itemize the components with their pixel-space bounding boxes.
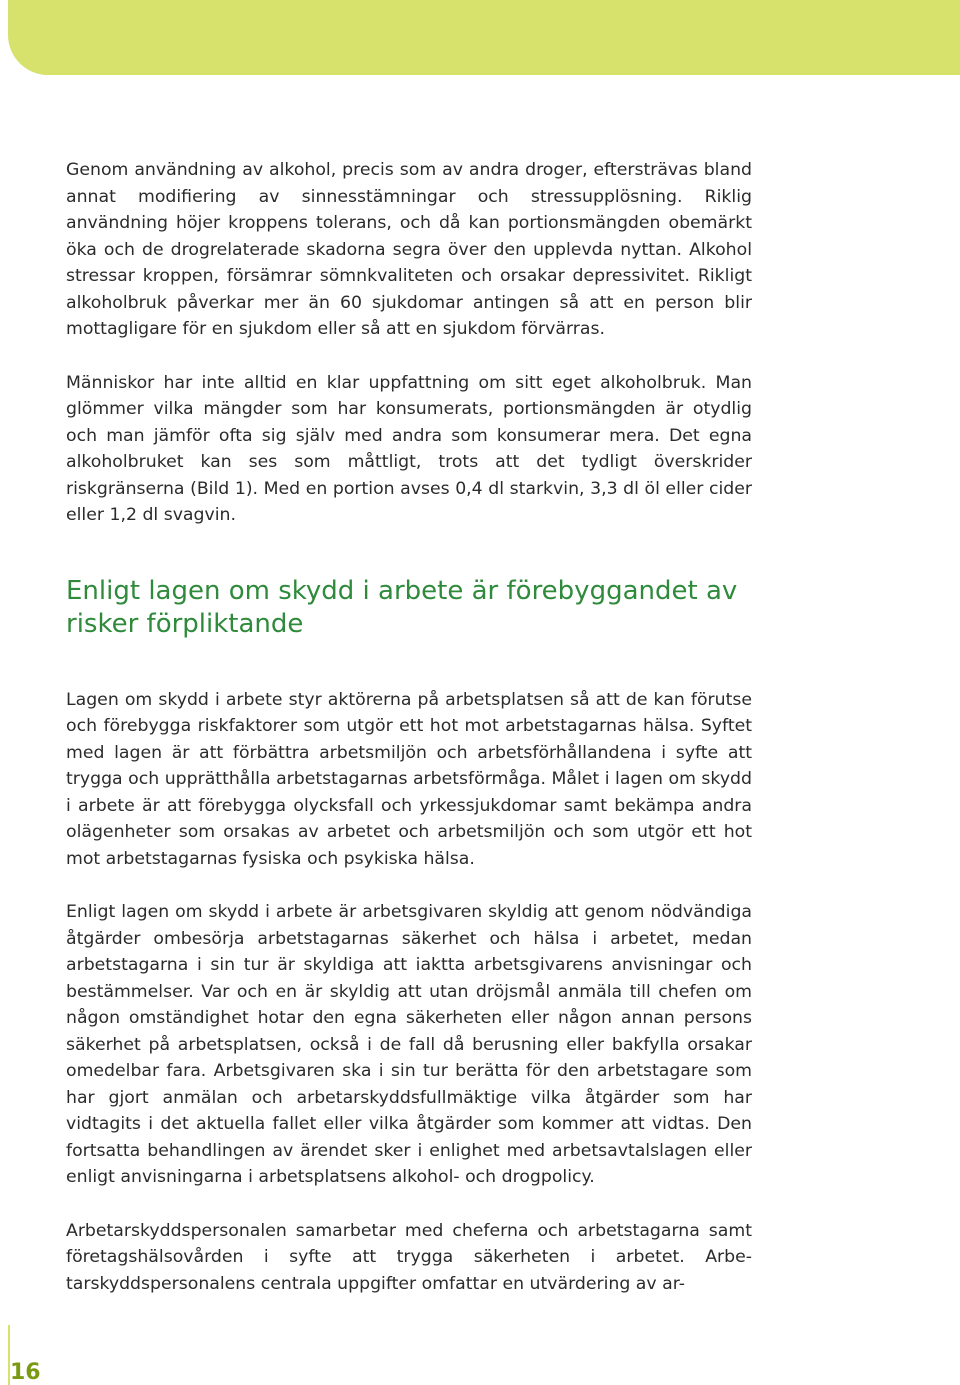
body-paragraph: Genom användning av alkohol, precis som av andra droger, eftersträvas bland annat modifiering av sinnesstämningar och stressupplösning. Riklig användning höjer kroppens tolerans, och då kan portionsmängden obemärkt öka och de drogrelaterade skadorna segra över den upplevda nyttan. Alkohol stressar kroppen, försämrar sömnkvaliteten och orsakar depressivitet. Rikligt alkoholbruk påverkar mer än 60 sjukdomar antingen så att en person blir mottagligare för en sjukdom eller så att en sjukdom förvärras. xyxy=(66,160,752,339)
page-body xyxy=(66,157,752,1297)
section-paragraph: Enligt lagen om skydd i arbete är arbetsgivaren skyldig att genom nödvändiga åtgärder ombesörja arbetstagarnas säkerhet och hälsa i arbetet, medan arbetstagarna i sin tur är skyldiga att iaktta arbetsgivarens anvisningar och bestämmelser. Var och en är skyldig att utan dröjsmål anmäla till chefen om någon omständighet hotar den egna säkerheten eller någon annan persons säkerhet på arbetsplatsen, också i de fall då berusning eller bakfylla orsakar omedelbar fara. Arbetsgivaren ska i sin tur berätta för den arbetstagare som har gjort anmälan och arbetarskyddsfullmäktige vilka åtgärder som har vidtagits i det aktuella fallet eller vilka åtgärder som kommer att vidtas. Den fortsatta behandlingen av ärendet sker i enlighet med arbetsavtalslagen eller enligt anvisningarna i arbetsplatsens alkohol- och drogpolicy. xyxy=(66,902,752,1187)
section-heading: Enligt lagen om skydd i arbete är förebyggandet av risker förpliktande xyxy=(66,575,738,639)
header-accent-band xyxy=(8,0,960,75)
section-paragraph: Lagen om skydd i arbete styr aktörerna på arbetsplatsen så att de kan förutse och förebygga riskfaktorer som utgör ett hot mot arbetstagarnas hälsa. Syftet med lagen är att förbättra arbetsmiljön och arbetsförhållandena i syfte att trygga och upprätthålla arbetstagarnas arbetsförmåga. Målet i lagen om skydd i arbete är att förebygga olycksfall och yrkessjukdomar samt bekämpa andra olägenheter som orsakas av arbetet och arbetsmiljön och som utgör ett hot mot arbetstagarnas fysiska och psykiska hälsa. xyxy=(66,689,752,869)
section-paragraph: Arbetarskyddspersonalen samarbetar med cheferna och arbetstagarna samt företagshälsovården i syfte att trygga säkerheten i arbetet. Arbetarskyddspersonalens centrala uppgifter omfattar en utvärdering av ar- xyxy=(66,1220,752,1294)
body-paragraph: Människor har inte alltid en klar uppfattning om sitt eget alkoholbruk. Man glömmer vilka mängder som har konsumerats, portionsmängden är otydlig och man jämför ofta sig själv med andra som konsumerar mera. Det egna alkoholbruket kan ses som måttligt, trots att det tydligt överskrider riskgränserna (Bild 1). Med en portion avses 0,4 dl starkvin, 3,3 dl öl eller cider eller 1,2 dl svagvin. xyxy=(66,372,752,525)
page-number: 16 xyxy=(10,1360,41,1385)
